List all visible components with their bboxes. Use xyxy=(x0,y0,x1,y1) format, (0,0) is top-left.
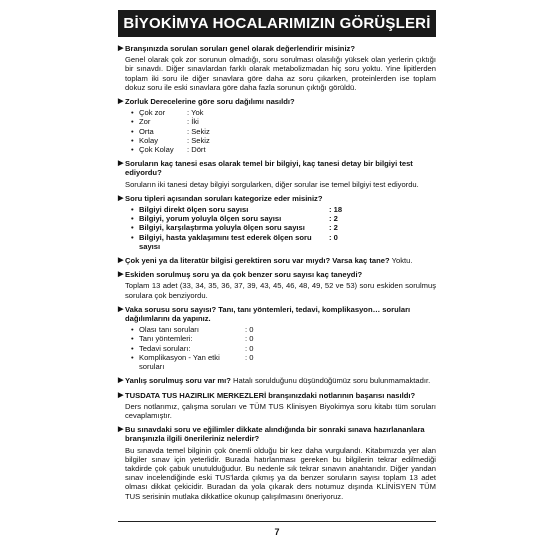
question-3 xyxy=(118,159,436,177)
answer-3: Soruların iki tanesi detay bilgiyi sorgularken, diğer sorular ise temel bilgiyi test ediyordu. xyxy=(125,179,419,189)
list-item: • Çok Kolay : Dört xyxy=(131,145,436,154)
question-2-text: Zorluk Derecelerine göre soru dağılımı nasıldı? xyxy=(125,97,295,107)
question-6-text: Eskiden sorulmuş soru ya da çok benzer soru sayısı kaç taneydi? xyxy=(125,270,363,280)
question-types-list xyxy=(131,205,436,251)
list-item: • Zor : İki xyxy=(131,117,436,126)
answer-10: Bu sınavda temel bilginin çok önemli olduğu bir kez daha vurgulandı. Kitabımızda yer alan bilgiler sınav için yeterlidir. Burada hatırlanması gereken bu bilgilerin tekrar edilmediği takdirde çok çabuk unutulduğudur. Bu nedenle sık tekrar sınavın anahtarıdır. Diğer yandan sınav incelendiğinde eski TUS'larda çıkmış ya da benzer soruların sayısı toplam 13 adet olması dikkat çekicidir. Buradan da yola çıkarak ders notumuz dışında KLİNİSYEN TÜM TUS serisinin mutlaka dikkatlice okunup çalışılmasını öneriyoruz. xyxy=(125,445,436,501)
arrow-icon: ▶ xyxy=(118,98,124,106)
question-6 xyxy=(118,270,436,279)
list-item: • Komplikasyon - Yan etki soruları : 0 xyxy=(131,353,436,371)
arrow-icon: ▶ xyxy=(118,257,124,265)
arrow-icon: ▶ xyxy=(118,377,124,385)
list-item: • Bilgiyi direkt ölçen soru sayısı : 18 xyxy=(131,205,436,214)
list-item: • Bilgiyi, karşılaştırma yoluyla ölçen soru sayısı : 2 xyxy=(131,223,436,232)
question-4 xyxy=(118,194,436,203)
list-item: • Tedavi soruları: : 0 xyxy=(131,344,436,353)
list-item: • Tanı yöntemleri: : 0 xyxy=(131,334,436,343)
footer-divider xyxy=(118,521,436,522)
question-7-text: Vaka sorusu soru sayısı? Tanı, tanı yöntemleri, tedavi, komplikasyon… soruları dağılımlarını da yapınız. xyxy=(125,304,411,324)
arrow-icon: ▶ xyxy=(118,426,124,434)
page-title: BİYOKİMYA HOCALARIMIZIN GÖRÜŞLERİ xyxy=(118,10,436,37)
question-10 xyxy=(118,425,436,443)
question-8-text: Yanlış sorulmuş soru var mı? xyxy=(125,376,231,386)
question-1-text: Branşınızda sorulan soruları genel olarak değerlendirir misiniz? xyxy=(125,44,355,53)
list-item: • Kolay : Sekiz xyxy=(131,136,436,145)
content xyxy=(118,44,436,501)
question-7 xyxy=(118,305,436,323)
arrow-icon: ▶ xyxy=(118,391,124,399)
question-9 xyxy=(118,391,436,400)
arrow-icon: ▶ xyxy=(118,160,124,168)
case-questions-list xyxy=(131,325,436,371)
question-5-text: Çok yeni ya da literatür bilgisi gerektiren soru var mıydı? Varsa kaç tane? xyxy=(125,256,390,266)
answer-9: Ders notlarımız, çalışma soruları ve TÜM TUS Klinisyen Biyokimya soru kitabı tüm soruları cevaplamıştır. xyxy=(125,401,436,420)
question-4-text: Soru tipleri açısından soruları kategorize eder misiniz? xyxy=(125,193,323,203)
arrow-icon: ▶ xyxy=(118,305,124,313)
list-item: • Orta : Sekiz xyxy=(131,127,436,136)
answer-1: Genel olarak çok zor sorunun olmadığı, soru sorulması olasılığı yüksek olan yerlerin çıktığı bir sınavdı. Diğer sınavlardan farklı olarak metabolizmadan hiç soru yoktu. Yine lipitlerden toplam iki soru ile diğer sınavlara göre daha az soru çıkarken, proteinlerden ise toplam dokuz soru ile eski sınavlara göre daha fazla sorunun çıktığı görüldü. xyxy=(125,55,436,92)
answer-6: Toplam 13 adet (33, 34, 35, 36, 37, 39, 43, 45, 46, 48, 49, 52 ve 53) soru eskiden sorulmuş sorulara çok benziyordu. xyxy=(125,281,436,300)
question-8 xyxy=(118,376,436,385)
question-10-text: Bu sınavdaki soru ve eğilimler dikkate alındığında bir sonraki sınava hazırlananlara branşınızla ilgili önerileriniz nelerdir? xyxy=(125,425,425,444)
list-item: • Olası tanı soruları : 0 xyxy=(131,325,436,334)
page-number: 7 xyxy=(274,527,280,537)
difficulty-list xyxy=(131,108,436,154)
arrow-icon: ▶ xyxy=(118,45,124,52)
arrow-icon: ▶ xyxy=(118,194,124,202)
list-item: • Bilgiyi, hasta yaklaşımını test ederek ölçen soru sayısı : 0 xyxy=(131,233,436,251)
list-item: • Bilgiyi, yorum yoluyla ölçen soru sayısı : 2 xyxy=(131,214,436,223)
answer-8: Hatalı sorulduğunu düşündüğümüz soru bulunmamaktadır. xyxy=(230,376,431,386)
answer-5: Yoktu. xyxy=(389,256,413,266)
question-1 xyxy=(118,44,436,53)
list-item: • Çok zor : Yok xyxy=(131,108,436,117)
question-9-text: TUSDATA TUS HAZIRLIK MERKEZLERİ branşınızdaki notlarının başarısı nasıldı? xyxy=(125,390,416,400)
question-3-text: Soruların kaç tanesi esas olarak temel bir bilgiyi, kaç tanesi detay bir bilgiyi test ediyordu? xyxy=(125,159,413,178)
question-2 xyxy=(118,97,436,106)
arrow-icon: ▶ xyxy=(118,271,124,279)
question-5 xyxy=(118,256,436,265)
